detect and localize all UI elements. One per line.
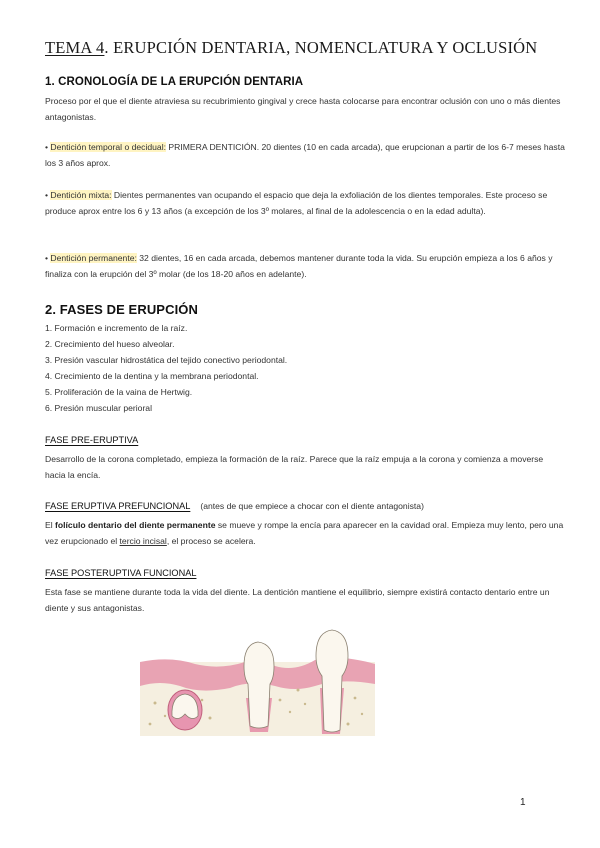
bullet-temporal-text: PRIMERA DENTICIÓN. 20 dientes (10 en cada arcada), que erupcionan a partir de los 6-7 meses hasta los 3 años aprox. xyxy=(45,142,565,168)
bullet-mixta-label: Dentición mixta: xyxy=(50,190,112,200)
phase2-text-b: se mueve y rompe la encía para aparecer en la cavidad oral. Empieza muy lento, pero una vez erupcionado el xyxy=(45,520,564,546)
phase2-text-c: , el proceso se acelera. xyxy=(166,536,256,546)
tooth-eruption-illustration xyxy=(140,628,375,736)
phase2-title: FASE ERUPTIVA PREFUNCIONAL xyxy=(45,501,191,511)
section2-heading: 2. FASES DE ERUPCIÓN xyxy=(45,302,198,317)
bullet-permanente-label: Dentición permanente: xyxy=(50,253,137,263)
bullet-mixta-text: Dientes permanentes van ocupando el espacio que deja la exfoliación de los dientes temporales. Este proceso se produce aprox entre los 6 y 13 años (a excepción de los 3º molares, al final de la adolescencia o en la edad adulta). xyxy=(45,190,548,216)
phase1-title: FASE PRE-ERUPTIVA xyxy=(45,435,139,445)
bullet-permanente-text: 32 dientes, 16 en cada arcada, debemos mantener durante toda la vida. Su erupción empieza a los 6 años y finaliza con la erupción del 3º molar (de los 18-20 años en adelante). xyxy=(45,253,553,279)
section1-heading: 1. CRONOLOGÍA DE LA ERUPCIÓN DENTARIA xyxy=(45,76,304,88)
phase2-note: (antes de que empiece a chocar con el diente antagonista) xyxy=(200,501,424,511)
list-item: 4. Crecimiento de la dentina y la membrana periodontal. xyxy=(45,371,259,381)
list-item: 5. Proliferación de la vaina de Hertwig. xyxy=(45,387,193,397)
bullet-temporal-label: Dentición temporal o decidual: xyxy=(50,142,167,152)
page-number: 1 xyxy=(520,797,526,808)
phase2-title-row xyxy=(45,501,424,511)
bullet-mixta: • Dentición mixta: Dientes permanentes van ocupando el espacio que deja la exfoliación de los dientes temporales. Este proceso se produce aprox entre los 6 y 13 años (a excepción de los 3º molares, al final de la adolescencia o en la edad adulta). xyxy=(45,190,548,216)
title-rest: . ERUPCIÓN DENTARIA, NOMENCLATURA Y OCLUSIÓN xyxy=(104,38,538,57)
phase2-bold: folículo dentario del diente permanente xyxy=(55,520,216,530)
phase2-underlined: tercio incisal xyxy=(119,536,167,546)
bullet-permanente: • Dentición permanente: 32 dientes, 16 en cada arcada, debemos mantener durante toda la vida. Su erupción empieza a los 6 años y finaliza con la erupción del 3º molar (de los 18-20 años en adelante). xyxy=(45,253,553,279)
phase3-text: Esta fase se mantiene durante toda la vida del diente. La dentición mantiene el equilibrio, siempre existirá contacto dentario entre un diente y sus antagonistas. xyxy=(45,587,550,613)
phase3-title: FASE POSTERUPTIVA FUNCIONAL xyxy=(45,568,197,578)
phase2-text xyxy=(45,517,565,549)
phases-list xyxy=(45,320,565,416)
page-title xyxy=(45,38,537,58)
title-prefix: TEMA 4 xyxy=(45,38,105,57)
list-item: 3. Presión vascular hidrostática del tejido conectivo periodontal. xyxy=(45,355,288,365)
list-item: 1. Formación e incremento de la raíz. xyxy=(45,323,188,333)
list-item: 6. Presión muscular perioral xyxy=(45,403,152,413)
bullet-temporal: • Dentición temporal o decidual: PRIMERA DENTICIÓN. 20 dientes (10 en cada arcada), que erupcionan a partir de los 6-7 meses hasta los 3 años aprox. xyxy=(45,142,565,168)
phase2-text-a: El xyxy=(45,520,56,530)
phase1-text: Desarrollo de la corona completado, empieza la formación de la raíz. Parece que la raíz empuja a la corona y comienza a moverse hacia la encía. xyxy=(45,454,544,480)
list-item: 2. Crecimiento del hueso alveolar. xyxy=(45,339,175,349)
section1-intro: Proceso por el que el diente atraviesa su recubrimiento gingival y crece hasta colocarse para encontrar oclusión con uno o más dientes antagonistas. xyxy=(45,96,561,122)
